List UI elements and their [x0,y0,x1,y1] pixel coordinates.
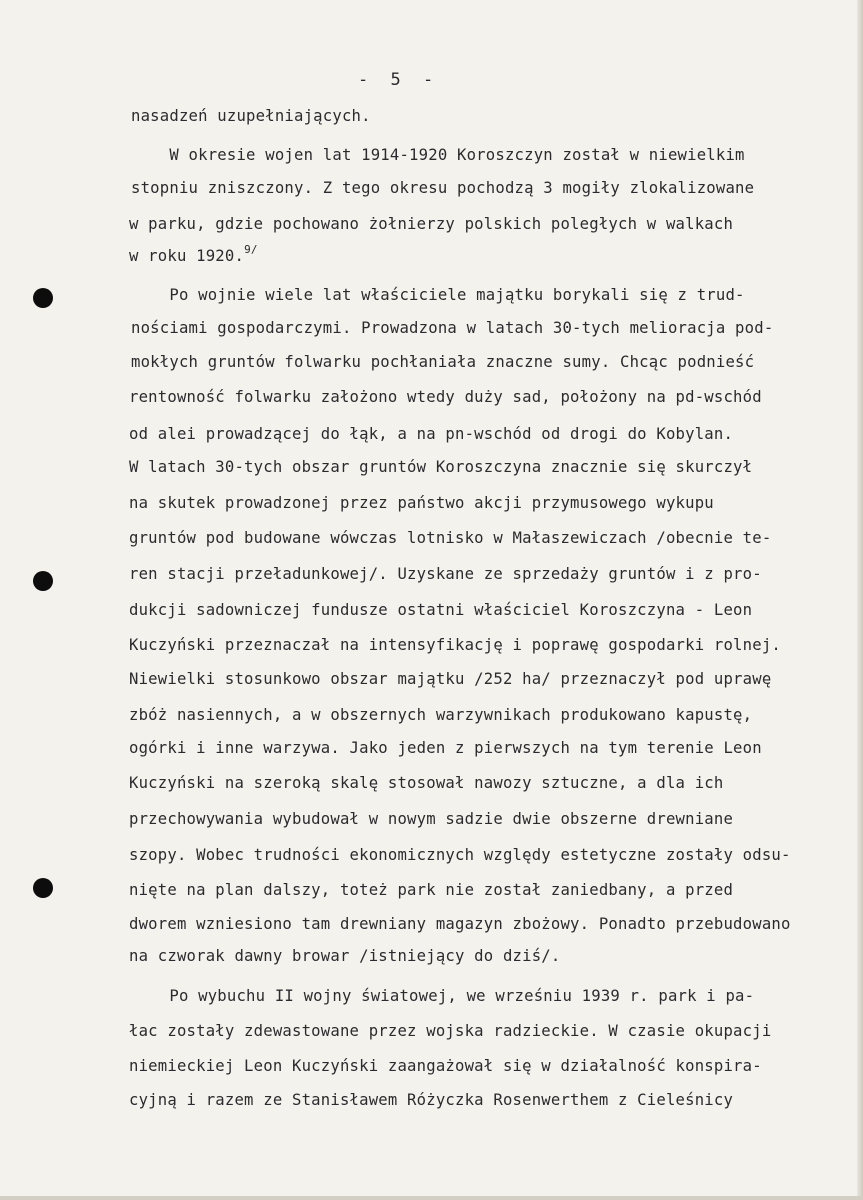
text-line: ogórki i inne warzywa. Jako jeden z pierwszych na tym terenie Leon [129,739,762,757]
text-line: na skutek prowadzonej przez państwo akcji przymusowego wykupu [129,494,714,512]
text-line: Kuczyński na szeroką skalę stosował nawozy sztuczne, a dla ich [129,774,724,792]
text-line: Niewielki stosunkowo obszar majątku /252 ha/ przeznaczył pod uprawę [129,670,772,688]
text-line: Po wybuchu II wojny światowej, we wrześniu 1939 r. park i pa- [131,987,755,1005]
text-line: rentowność folwarku założono wtedy duży sad, położony na pd-wschód [129,388,762,406]
text-line: Po wojnie wiele lat właściciele majątku borykali się z trud- [131,286,745,304]
text-line: W latach 30-tych obszar gruntów Koroszczyna znacznie się skurczył [129,458,753,476]
page-number: - 5 - [358,70,440,90]
text-line: cyjną i razem ze Stanisławem Różyczka Rosenwerthem z Cieleśnicy [129,1091,734,1109]
text-line: W okresie wojen lat 1914-1920 Koroszczyn został w niewielkim [131,146,745,164]
text-line: przechowywania wybudował w nowym sadzie dwie obszerne drewniane [129,810,734,828]
text-line: niemieckiej Leon Kuczyński zaangażował się w działalność konspira- [129,1057,762,1075]
text-line: mokłych gruntów folwarku pochłaniała znaczne sumy. Chcąc podnieść [131,353,755,371]
text-line: stopniu zniszczony. Z tego okresu pochodzą 3 mogiły zlokalizowane [131,179,755,197]
text-line [129,243,258,268]
text-line: łac zostały zdewastowane przez wojska radzieckie. W czasie okupacji [129,1022,772,1040]
text-line: dworem wzniesiono tam drewniany magazyn zbożowy. Ponadto przebudowano [129,915,791,933]
text-line: ren stacji przeładunkowej/. Uzyskane ze sprzedaży gruntów i z pro- [129,565,762,583]
text-line: nościami gospodarczymi. Prowadzona w latach 30-tych melioracja pod- [131,319,774,337]
text-line: Kuczyński przeznaczał na intensyfikację i poprawę gospodarki rolnej. [129,636,781,654]
text-line-content: w roku 1920. [129,247,245,265]
footnote-reference: 9/ [244,243,258,256]
text-line: nięte na plan dalszy, toteż park nie został zaniedbany, a przed [129,881,734,899]
text-line: w parku, gdzie pochowano żołnierzy polskich poległych w walkach [129,215,734,233]
text-line: nasadzeń uzupełniających. [131,107,371,125]
text-line: na czworak dawny browar /istniejący do dziś/. [129,947,561,965]
text-line: gruntów pod budowane wówczas lotnisko w Małaszewiczach /obecnie te- [129,529,772,547]
text-line: zbóż nasiennych, a w obszernych warzywnikach produkowano kapustę, [129,706,753,724]
text-line: dukcji sadowniczej fundusze ostatni właściciel Koroszczyna - Leon [129,601,753,619]
text-line: od alei prowadzącej do łąk, a na pn-wschód od drogi do Kobylan. [129,425,734,443]
text-line: szopy. Wobec trudności ekonomicznych względy estetyczne zostały odsu- [129,846,791,864]
